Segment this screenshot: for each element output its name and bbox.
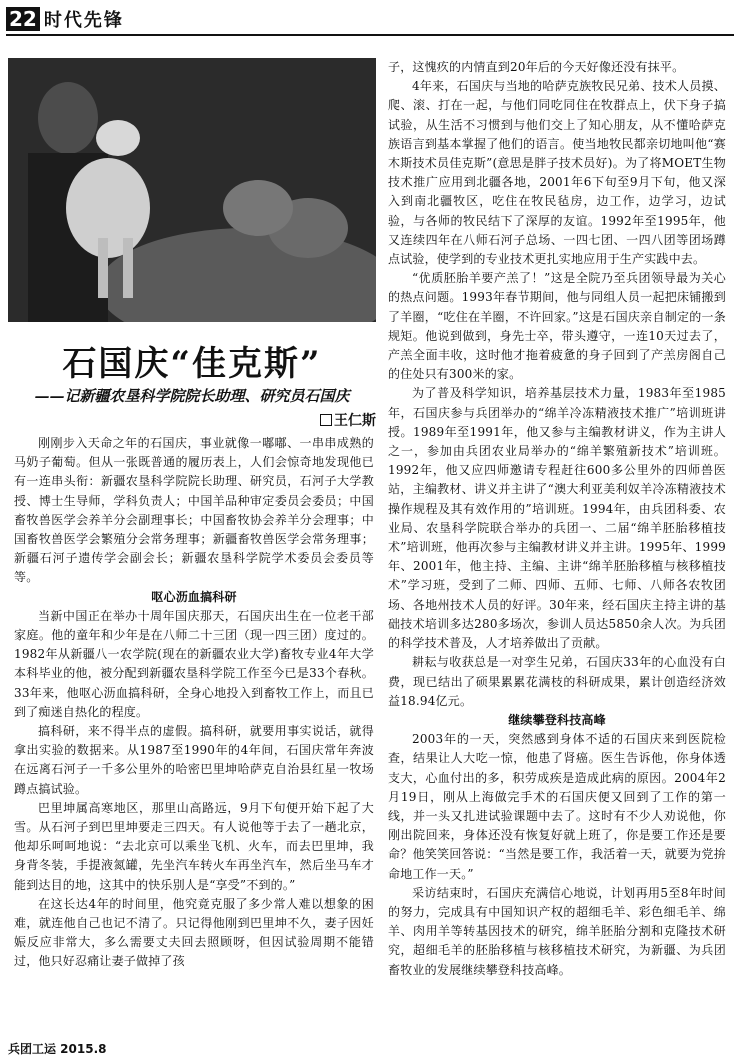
paragraph: 2003年的一天，突然感到身体不适的石国庆来到医院检查，结果让人大吃一惊，他患了肾癌。医生告诉他，你身体透支大，心血付出的多，积劳成疾是造成此病的原因。2004年2月19日，刚从上海做完手术的石国庆便又回到了工作的第一线，并一头又扎进试验课题中去了。这时有不少人劝说他，你刚出院回来，身体还没有恢复好就上班了，你是要工作还是要命？他笑笑回答说：“当然是要工作，我活着一天，就要为党拚命地工作一天。” [388,732,726,881]
right-column [388,58,726,980]
column-name: 时代先锋 [43,10,124,31]
photo-portrait-icon [8,58,376,322]
section-heading: 继续攀登科技高峰 [508,712,606,727]
page-footer: 兵团工运 2015.8 [8,1042,107,1056]
paragraph: 在这长达4年的时间里，他究竟克服了多少常人难以想象的困难，就连他自己也记不清了。只记得他刚到巴里坤不久，妻子因妊娠反应非常大，多么需要丈夫回去照顾呀，但因试验周期不能错过，他只好忍痛让妻子做掉了孩 [14,896,374,969]
left-column [14,434,374,972]
author-box-icon [320,414,332,426]
paragraph: 耕耘与收获总是一对孪生兄弟，石国庆33年的心血没有白费，现已结出了硕果累累花满枝的科研成果，累计创造经济效益18.94亿元。 [388,655,726,708]
page-header [6,6,124,32]
article-title: 石国庆“佳克斯” [62,344,322,384]
section-heading: 呕心沥血搞科研 [151,589,237,604]
page-number: 22 [6,7,40,31]
paragraph: 4年来，石国庆与当地的哈萨克族牧民兄弟、技术人员摸、爬、滚、打在一起，与他们同吃同住在牧群点上，伏下身子搞试验，从生活不习惯到与他们交上了知心朋友，从不懂哈萨克族语言到基本掌握了他们的语言。使当地牧民都亲切地叫他“赛木斯技术员佳克斯”(意思是胖子技术员好)。为了将MOET生物技术推广应用到北疆各地，2001年6下旬至9月下旬，他又深入到南北疆牧区，吃住在牧民毡房，边工作，边学习，边试验，与各师的牧民结下了深厚的友谊。1992年至1995年，他又连续四年在八师石河子总场、一四七团、一四八团等团场蹲点试验，使学到的专业技术更扎实地应用于生产实践中去。 [388,79,726,267]
paragraph: 巴里坤属高寒地区，那里山高路远，9月下旬便开始下起了大雪。从石河子到巴里坤要走三四天。有人说他等于去了一趟北京，他却乐呵呵地说：“去北京可以乘坐飞机、火车，而去巴里坤，我身背冬装，手提液氮罐，先坐汽车转火车再坐汽车，然后坐马车才能到达目的地，这其中的快乐别人是“享受”不到的。” [14,800,374,892]
paragraph: 为了普及科学知识，培养基层技术力量，1983年至1985年，石国庆参与兵团举办的“绵羊冷冻精液技术推广”培训班讲授。1989年至1991年，他又参与主编教材讲义，作为主讲人之一，参加由兵团农业局举办的“绵羊繁殖新技术”培训班。1992年，他又应四师邀请专程赶往600多公里外的四师兽医站，主编教材、讲义并主讲了“澳大利亚美利奴羊冷冻精液技术操作规程及其有效作用的”培训班。1994年，由兵团科委、农业局、农垦科学院联合举办的兵团一、二届“绵羊胚胎移植技术”培训班，他再次参与主编教材讲义并主讲。1995年、1999年、2001年，他主持、主编、主讲“绵羊胚胎移植与核移植技术”学习班，受到了二师、四师、五师、七师、八师各农牧团场、各地州技术人员的好评。30年来，经石国庆主持主讲的基础技术培训多达280多场次，参训人员达5850余人次。为兵团的科学技术普及，人才培养做出了贡献。 [388,386,726,651]
paragraph: 采访结束时，石国庆充满信心地说，计划再用5至8年时间的努力，完成具有中国知识产权的超细毛羊、彩色细毛羊、绵羊、肉用羊等转基因技术的研究，绵羊胚胎分割和克隆技术研究，超细毛羊的胚胎移植与核移植技术研究，为新疆、为兵团畜牧业的发展继续攀登科技高峰。 [388,885,726,977]
article-photo [8,58,376,322]
author-name: 王仁斯 [334,413,376,429]
author-byline [320,410,376,430]
paragraph: 刚刚步入天命之年的石国庆，事业就像一嘟嘟、一串串成熟的马奶子葡萄。但从一张既普通的履历表上，人们会惊奇地发现他已有一连串头衔：新疆农垦科学院院长助理、研究员，石河子大学教授、博士生导师，学科负责人；中国羊品种审定委员会委员；中国畜牧兽医学会养羊分会副理事长；中国畜牧协会养羊分会理事；中国畜牧兽医学会繁殖分会常务理事；新疆畜牧兽医学会常务理事；新疆石河子遗传学会副会长；新疆农垦科学院学术委员会委员等等。 [14,436,374,585]
paragraph: “优质胚胎羊要产羔了！”这是全院乃至兵团领导最为关心的热点问题。1993年春节期间，他与同组人员一起把床铺搬到了羊圈，“吃住在羊圈，不许回家。”这是石国庆亲自制定的一条规矩。他说到做到，身先士卒，带头遵守，一连10天过去了，产羔全面丰收，这时他才拖着疲惫的身子回到了产羔房阁自己的住处只有300米的家。 [388,271,726,382]
paragraph: 当新中国正在举办十周年国庆那天，石国庆出生在一位老干部家庭。他的童年和少年是在八师二十三团（现一四三团）度过的。1982年从新疆八一农学院(现在的新疆农业大学)畜牧专业4年大学本科毕业的他，被分配到新疆农垦科学院工作至今已是33个春秋。33年来，他呕心沥血搞科研，全身心地投入到畜牧工作上，而且已到了痴迷自热化的程度。 [14,608,374,719]
article-subtitle: ——记新疆农垦科学院院长助理、研究员石国庆 [34,387,350,405]
paragraph: 子，这愧疚的内情直到20年后的今天好像还没有抹平。 [388,60,685,74]
paragraph: 搞科研，来不得半点的虚假。搞科研，就要用事实说话，就得拿出实验的数据来。从1987至1990年的4年间，石国庆常年奔波在远离石河子一千多公里外的哈密巴里坤哈萨克自治县红星一牧场蹲点搞试验。 [14,724,374,796]
header-rule [6,34,734,36]
